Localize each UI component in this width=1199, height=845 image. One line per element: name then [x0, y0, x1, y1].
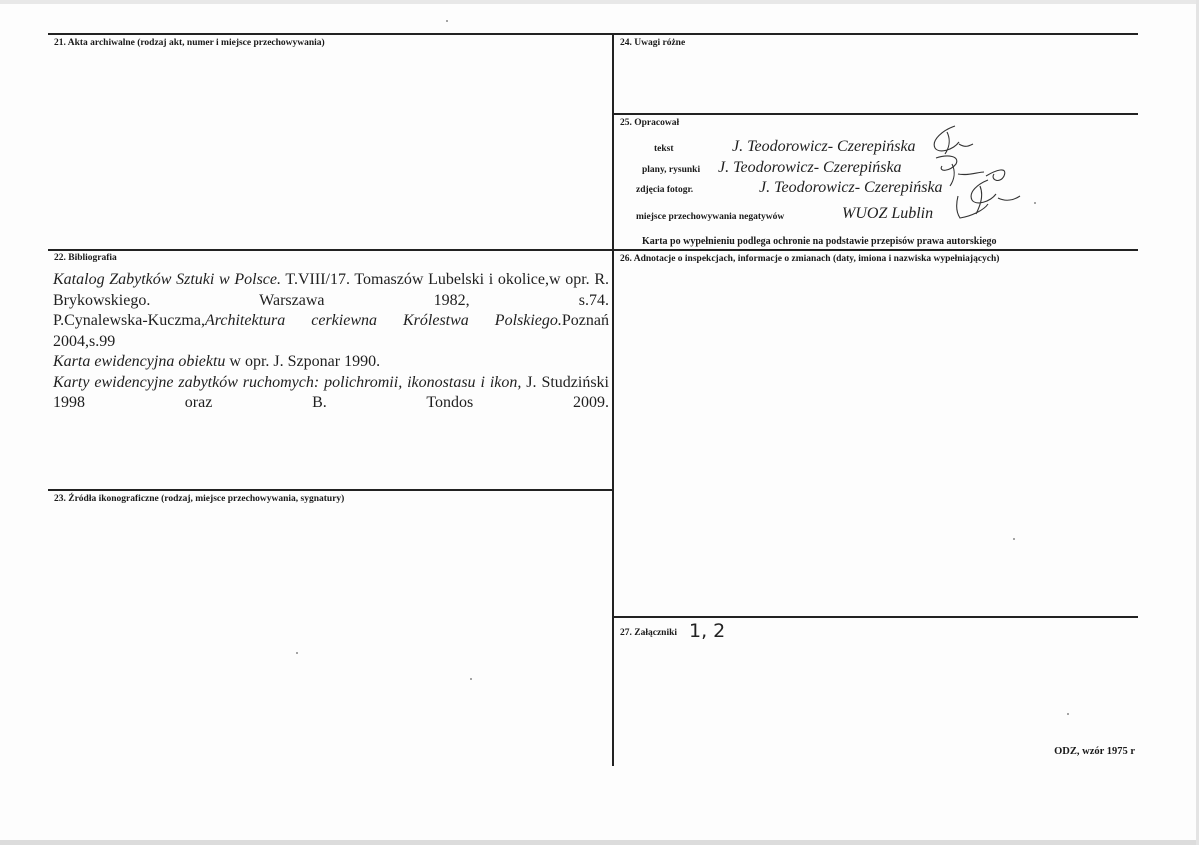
bibliography-entry: Katalog Zabytków Sztuki w Polsce. T.VIII/17. Tomaszów Lubelski i okolice,w opr. R. Brykowskiego. Warszawa 1982, s.74. — [53, 271, 609, 309]
text-row-value: J. Teodorowicz- Czerepińska — [732, 138, 916, 155]
drawings-row-value: J. Teodorowicz- Czerepińska — [718, 159, 902, 176]
scan-edge-bottom — [0, 840, 1199, 845]
scan-speck — [1034, 202, 1036, 204]
scan-speck — [446, 20, 448, 22]
copyright-note: Karta po wypełnieniu podlega ochronie na podstawie przepisów prawa autorskiego — [642, 236, 997, 247]
bibliography-entry: Karta ewidencyjna obiektu w opr. J. Szponar 1990. — [53, 353, 381, 370]
center-divider — [612, 33, 614, 766]
attachments-value: 1, 2 — [689, 620, 726, 642]
bibliography-text — [53, 270, 609, 414]
negatives-label: miejsce przechowywania negatywów — [636, 212, 785, 222]
rule-27 — [612, 616, 1138, 618]
section-21-label: 21. Akta archiwalne (rodzaj akt, numer i miejsce przechowywania) — [54, 38, 325, 48]
bibliography-entry: P.Cynalewska-Kuczma,Architektura cerkiewna Królestwa Polskiego.Poznań 2004,s.99 — [53, 312, 609, 350]
rule-22 — [48, 249, 1138, 251]
photos-row-value: J. Teodorowicz- Czerepińska — [759, 179, 943, 196]
signature-3 — [948, 176, 1038, 222]
scan-speck — [1013, 538, 1015, 540]
section-22-label: 22. Bibliografia — [54, 253, 117, 263]
bibliography-entry: Karty ewidencyjne zabytków ruchomych: polichromii, ikonostasu i ikon, J. Studziński 1998 oraz B. Tondos 2009. — [53, 373, 610, 411]
section-25-label: 25. Opracował — [620, 118, 680, 128]
photos-row-label: zdjęcia fotogr. — [636, 185, 694, 195]
scan-speck — [296, 652, 298, 654]
form-template-note: ODZ, wzór 1975 r — [1054, 746, 1135, 757]
section-24-label: 24. Uwagi różne — [620, 38, 686, 48]
section-26-label: 26. Adnotacje o inspekcjach, informacje o zmianach (daty, imiona i nazwiska wypełniających) — [620, 254, 1000, 264]
rule-25 — [612, 113, 1138, 115]
scan-edge-top — [0, 0, 1199, 4]
section-23-label: 23. Źródła ikonograficzne (rodzaj, miejsce przechowywania, sygnatury) — [54, 494, 345, 504]
top-rule — [48, 33, 1138, 35]
rule-23 — [48, 489, 614, 491]
negatives-value: WUOZ Lublin — [842, 205, 934, 222]
scan-speck — [1067, 713, 1069, 715]
scan-speck — [470, 678, 472, 680]
drawings-row-label: plany, rysunki — [642, 165, 701, 175]
text-row-label: tekst — [654, 144, 674, 154]
section-27-label: 27. Załączniki — [620, 628, 678, 638]
